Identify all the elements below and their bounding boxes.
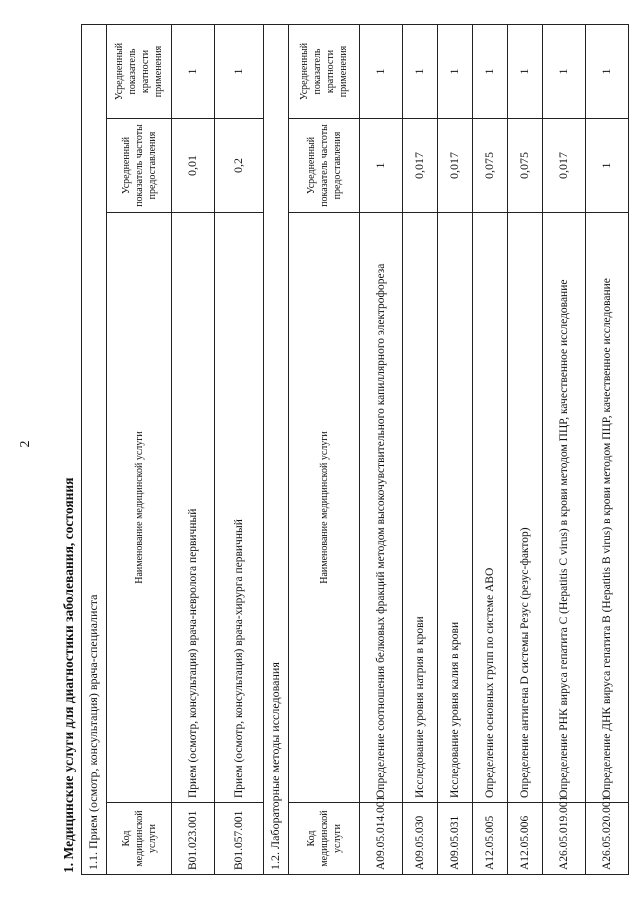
rotated-content (57, 25, 614, 875)
service-name: Определение основных групп по системе ABO (473, 213, 508, 803)
service-name: Определение РНК вируса гепатита C (Hepatitis C virus) в крови методом ПЦР, качественное исследование (543, 213, 586, 803)
column-header-code: Код медицинской услуги (107, 803, 172, 875)
table-row (215, 25, 264, 875)
multiplicity-value: 1 (403, 25, 438, 119)
frequency-value: 0,017 (403, 119, 438, 213)
frequency-value: 0,01 (172, 119, 215, 213)
multiplicity-value: 1 (508, 25, 543, 119)
multiplicity-value: 1 (438, 25, 473, 119)
table-row (586, 25, 629, 875)
column-header-name: Наименование медицинской услуги (289, 213, 360, 803)
frequency-value: 0,017 (438, 119, 473, 213)
service-code: A26.05.020.001 (586, 803, 629, 875)
table-row (438, 25, 473, 875)
service-code: A12.05.005 (473, 803, 508, 875)
table-row (172, 25, 215, 875)
frequency-value: 0,075 (508, 119, 543, 213)
multiplicity-value: 1 (215, 25, 264, 119)
multiplicity-value: 1 (586, 25, 629, 119)
column-header-frequency: Усредненный показатель частоты предоставления (107, 119, 172, 213)
column-header-name: Наименование медицинской услуги (107, 213, 172, 803)
service-code: A09.05.030 (403, 803, 438, 875)
service-code: A09.05.031 (438, 803, 473, 875)
multiplicity-value: 1 (172, 25, 215, 119)
service-name: Определение антигена D системы Резус (резус-фактор) (508, 213, 543, 803)
page-number: 2 (18, 440, 33, 448)
service-name: Прием (осмотр, консультация) врача-невролога первичный (172, 213, 215, 803)
document-title: 1. Медицинские услуги для диагностики заболевания, состояния (61, 477, 76, 873)
frequency-value: 1 (360, 119, 403, 213)
column-header-code: Код медицинской услуги (289, 803, 360, 875)
column-header-frequency: Усредненный показатель частоты предоставления (289, 119, 360, 213)
frequency-value: 0,075 (473, 119, 508, 213)
multiplicity-value: 1 (543, 25, 586, 119)
frequency-value: 0,017 (543, 119, 586, 213)
column-header-multiplicity: Усредненный показатель кратности применения (289, 25, 360, 119)
multiplicity-value: 1 (473, 25, 508, 119)
service-name: Прием (осмотр, консультация) врача-хирурга первичный (215, 213, 264, 803)
service-code: A26.05.019.001 (543, 803, 586, 875)
service-code: B01.023.001 (172, 803, 215, 875)
service-code: A12.05.006 (508, 803, 543, 875)
service-name: Исследование уровня калия в крови (438, 213, 473, 803)
table-row (403, 25, 438, 875)
service-code: A09.05.014.001 (360, 803, 403, 875)
services-table (81, 24, 629, 875)
service-name: Исследование уровня натрия в крови (403, 213, 438, 803)
service-name: Определение соотношения белковых фракций методом высокочувствительного капиллярного электрофореза (360, 213, 403, 803)
multiplicity-value: 1 (360, 25, 403, 119)
table-row (543, 25, 586, 875)
column-header-multiplicity: Усредненный показатель кратности применения (107, 25, 172, 119)
table-row (473, 25, 508, 875)
section-heading: 1.1. Прием (осмотр, консультация) врача-специалиста (82, 25, 107, 875)
service-code: B01.057.001 (215, 803, 264, 875)
section-heading: 1.2. Лабораторные методы исследования (264, 25, 289, 875)
table-row (508, 25, 543, 875)
table-row (360, 25, 403, 875)
frequency-value: 1 (586, 119, 629, 213)
frequency-value: 0,2 (215, 119, 264, 213)
service-name: Определение ДНК вируса гепатита B (Hepatitis B virus) в крови методом ПЦР, качественное исследование (586, 213, 629, 803)
